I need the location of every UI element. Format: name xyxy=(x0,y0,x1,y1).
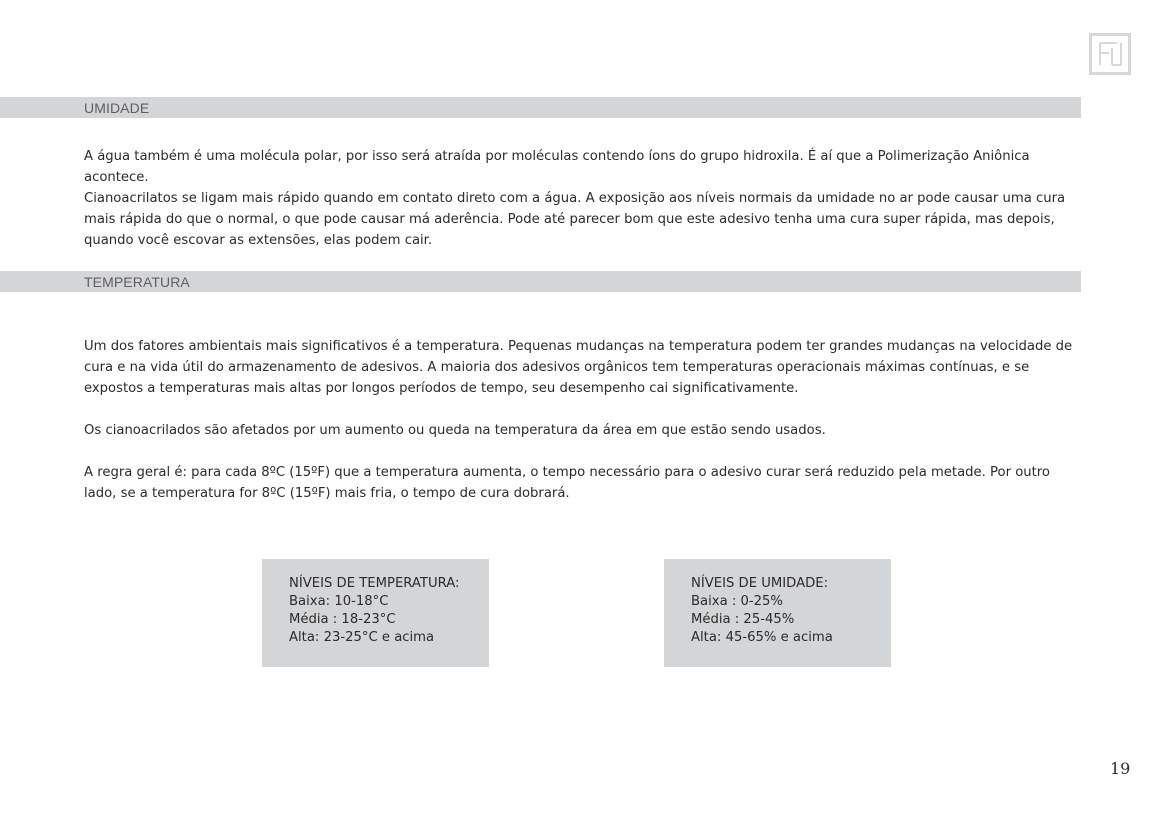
box-line: Baixa: 10-18°C xyxy=(289,594,389,609)
box-title: NÍVEIS DE TEMPERATURA: xyxy=(289,576,460,591)
humidity-paragraph-2: Cianoacrilatos se ligam mais rápido quando em contato direto com a água. A exposição aos níveis normais da umidade no ar pode causar uma cura mais rápida do que o normal, o que pode causar má aderência. Pode até parecer bom que este adesivo tenha uma cura super rápida, mas depois, quando você escovar as extensões, elas podem cair. xyxy=(84,191,1066,248)
box-line: Média : 25-45% xyxy=(691,612,795,627)
box-line: Alta: 23-25°C e acima xyxy=(289,630,435,645)
brand-logo xyxy=(1089,33,1131,75)
temperature-paragraph-3: A regra geral é: para cada 8ºC (15ºF) que a temperatura aumenta, o tempo necessário para o adesivo curar será reduzido pela metade. Por outro lado, se a temperatura for 8ºC (15ºF) mais fria, o tempo de cura dobrará. xyxy=(84,465,1051,501)
section-header-temperature xyxy=(0,271,1081,292)
box-line: Média : 18-23°C xyxy=(289,612,396,627)
temperature-levels-box xyxy=(262,559,489,667)
box-line: Baixa : 0-25% xyxy=(691,594,783,609)
section-title: UMIDADE xyxy=(84,100,150,116)
temperature-paragraph-2: Os cianoacrilados são afetados por um aumento ou queda na temperatura da área em que estão sendo usados. xyxy=(84,423,826,438)
box-line: Alta: 45-65% e acima xyxy=(691,630,833,645)
temperature-paragraph-1: Um dos fatores ambientais mais significativos é a temperatura. Pequenas mudanças na temperatura podem ter grandes mudanças na velocidade de cura e na vida útil do armazenamento de adesivos. A maioria dos adesivos orgânicos tem temperaturas operacionais máximas contínuas, e se expostos a temperaturas mais altas por longos períodos de tempo, seu desempenho cai significativamente. xyxy=(84,339,1073,396)
box-title: NÍVEIS DE UMIDADE: xyxy=(691,576,829,591)
page-number: 19 xyxy=(1110,759,1131,778)
humidity-paragraph-1: A água também é uma molécula polar, por isso será atraída por moléculas contendo íons do grupo hidroxila. É aí que a Polimerização Aniônica acontece. xyxy=(84,149,1030,185)
section-title: TEMPERATURA xyxy=(84,274,190,290)
section-header-humidity xyxy=(0,97,1081,118)
monogram-logo-icon xyxy=(1097,41,1123,67)
humidity-levels-box xyxy=(664,559,891,667)
